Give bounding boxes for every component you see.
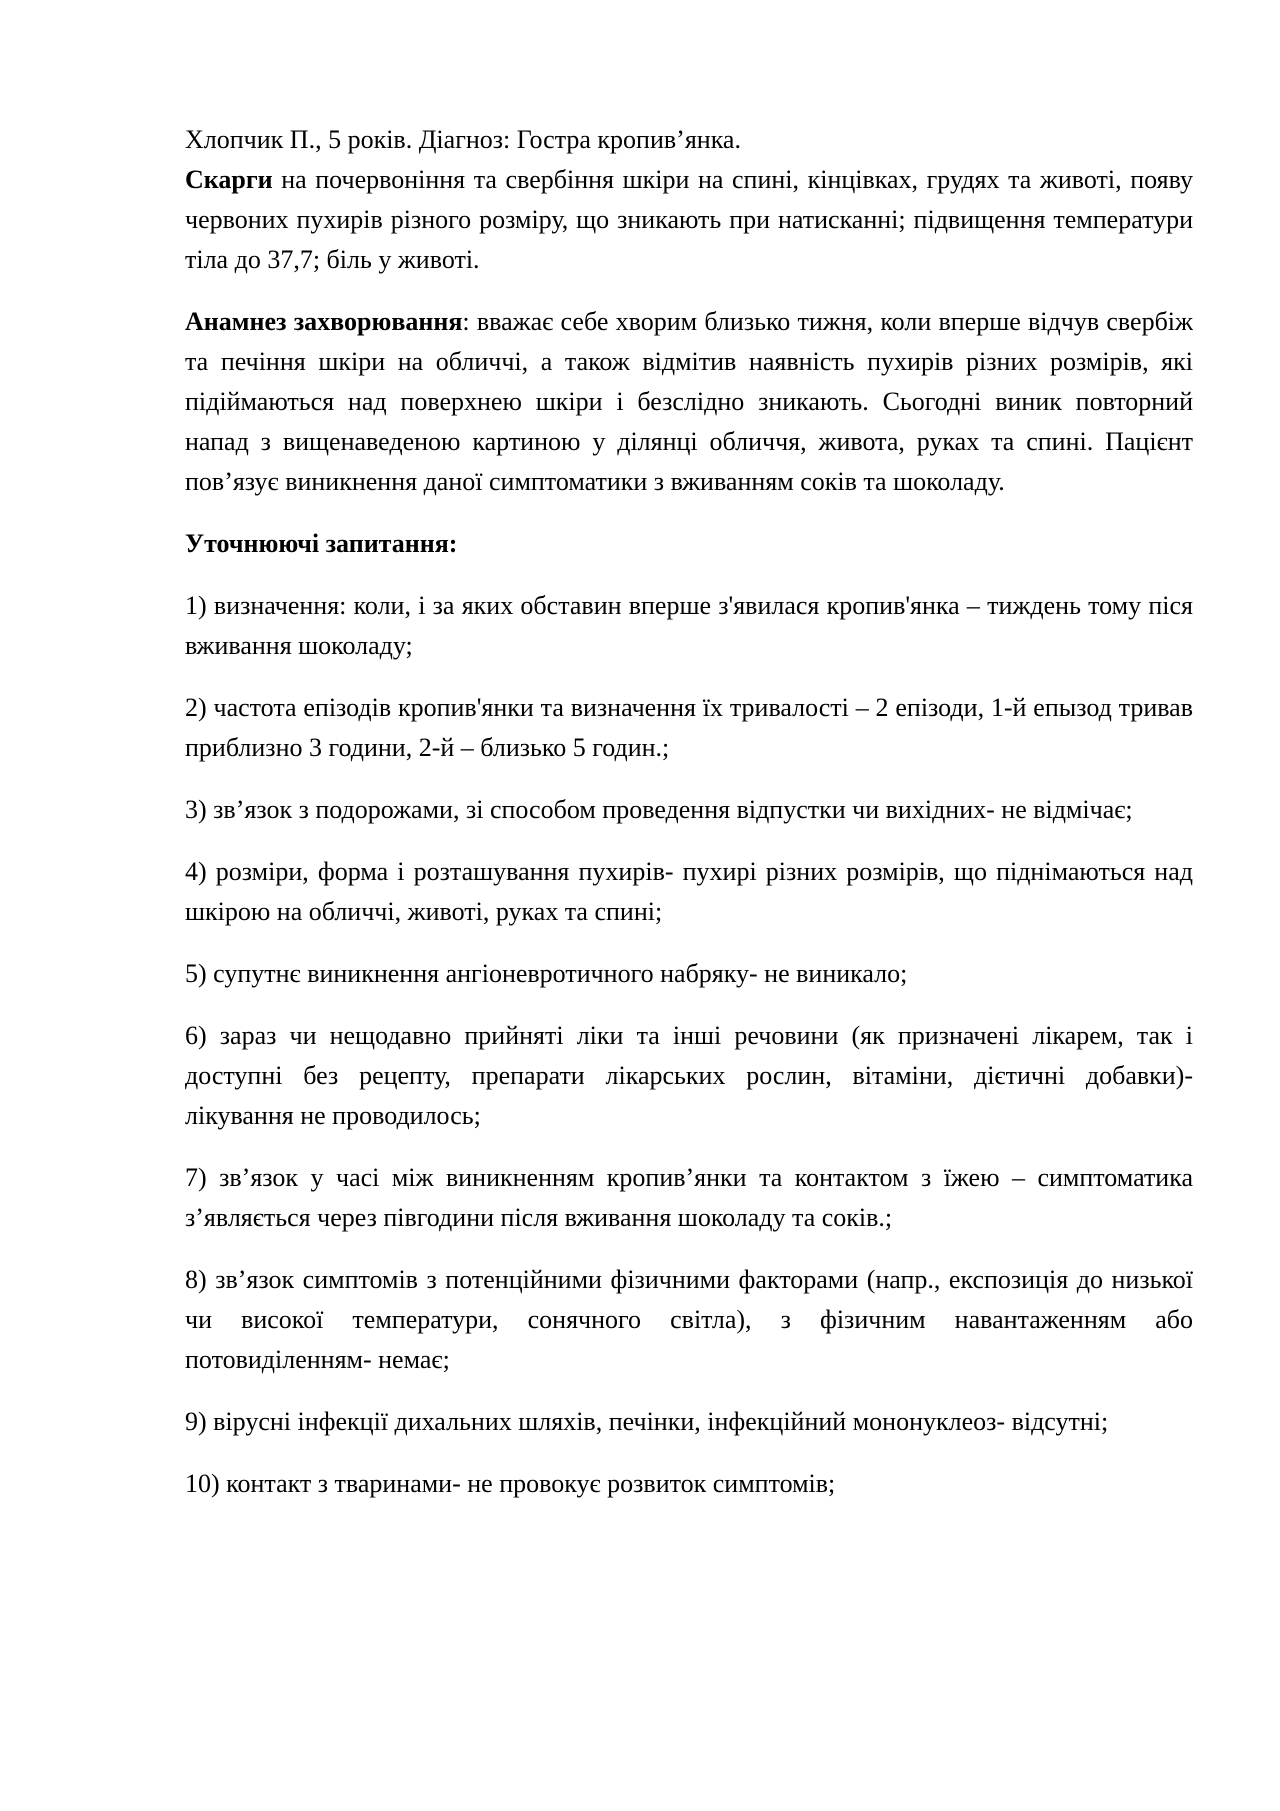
anamnesis-text: : вважає себе хворим близько тижня, коли вперше відчув свербіж та печіння шкіри на обличчі, а також відмітив наявність пухирів різних розмірів, які підіймаються над поверхнею шкіри і безслідно зникають. Сьогодні виник повторний напад з вищенаведеною картиною у ділянці обличчя, живота, руках та спині. Пацієнт пов’язує виникнення даної симптоматики з вживанням соків та шоколаду. [185, 307, 1193, 496]
list-item: 1) визначення: коли, і за яких обставин вперше з'явилася кропив'янка – тиждень тому піся вживання шоколаду; [185, 591, 1193, 660]
list-item: 4) розміри, форма і розташування пухирів- пухирі різних розмірів, що піднімаються над шкірою на обличчі, животі, руках та спині; [185, 857, 1193, 926]
list-item: 2) частота епізодів кропив'янки та визначення їх тривалості – 2 епізоди, 1-й епызод тривав приблизно 3 години, 2-й – близько 5 годин.; [185, 693, 1193, 762]
list-item: 8) зв’язок симптомів з потенційними фізичними факторами (напр., експозиція до низької чи високої температури, сонячного світла), з фізичним навантаженням або потовиділенням- немає; [185, 1265, 1193, 1374]
complaints-label: Скарги [185, 165, 273, 194]
list-item: 9) вірусні інфекції дихальних шляхів, печінки, інфекційний мононуклеоз- відсутні; [185, 1407, 1109, 1436]
list-item: 6) зараз чи нещодавно прийняті ліки та інші речовини (як призначені лікарем, так і доступні без рецепту, препарати лікарських рослин, вітаміни, дієтичні добавки)- лікування не проводилось; [185, 1021, 1193, 1130]
document-page [185, 120, 1193, 1504]
anamnesis-label: Анамнез захворювання [185, 307, 463, 336]
complaints-text: на почервоніння та свербіння шкіри на спині, кінцівках, грудях та животі, появу червоних пухирів різного розміру, що зникають при натисканні; підвищення температури тіла до 37,7; біль у животі. [185, 165, 1193, 274]
list-item: 7) зв’язок у часі між виникненням кропив’янки та контактом з їжею – симптоматика з’являється через півгодини після вживання шоколаду та соків.; [185, 1163, 1193, 1232]
list-item: 3) зв’язок з подорожами, зі способом проведення відпустки чи вихідних- не відмічає; [185, 795, 1133, 824]
header-line: Хлопчик П., 5 років. Діагноз: Гостра кропив’янка. [185, 125, 741, 154]
anamnesis-paragraph [185, 302, 1193, 502]
list-item: 5) супутнє виникнення ангіоневротичного набряку- не виникало; [185, 959, 908, 988]
questions-heading: Уточнюючі запитання: [185, 529, 458, 558]
complaints-paragraph [185, 160, 1193, 280]
questions-list [185, 586, 1193, 1504]
list-item: 10) контакт з тваринами- не провокує розвиток симптомів; [185, 1469, 836, 1498]
